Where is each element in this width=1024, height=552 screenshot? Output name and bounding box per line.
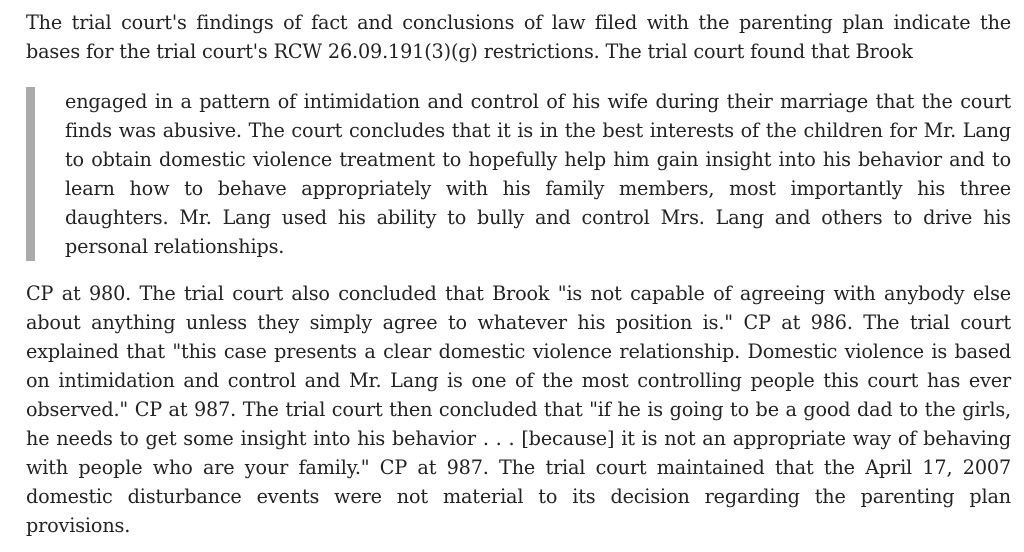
block-quote-text: engaged in a pattern of intimidation and control of his wife during their marriage that the court finds was abusive. The court concludes that it is in the best interests of the children for Mr. Lang to obtain domestic violence treatment to hopefully help him gain insight into his behavior and to learn how to behave appropriately with his family members, most importantly his three daughters. Mr. Lang used his ability to bully and control Mrs. Lang and others to drive his personal relationships. <box>65 90 1011 258</box>
closing-paragraph: CP at 980. The trial court also concluded that Brook "is not capable of agreeing with anybody else about anything unless they simply agree to whatever his position is." CP at 986. The trial court explained that "this case presents a clear domestic violence relationship. Domestic violence is based on intimidation and control and Mr. Lang is one of the most controlling people this court has ever observed." CP at 987. The trial court then concluded that "if he is going to be a good dad to the girls, he needs to get some insight into his behavior . . . [because] it is not an appropriate way of behaving with people who are your family." CP at 987. The trial court maintained that the April 17, 2007 domestic disturbance events were not material to its decision regarding the parenting plan provisions. <box>26 282 1011 537</box>
intro-paragraph: The trial court's findings of fact and conclusions of law filed with the parenting plan indicate the bases for the trial court's RCW 26.09.191(3)(g) restrictions. The trial court found that Brook <box>26 11 1011 63</box>
document-body <box>26 8 1011 540</box>
block-quote <box>26 87 1011 261</box>
